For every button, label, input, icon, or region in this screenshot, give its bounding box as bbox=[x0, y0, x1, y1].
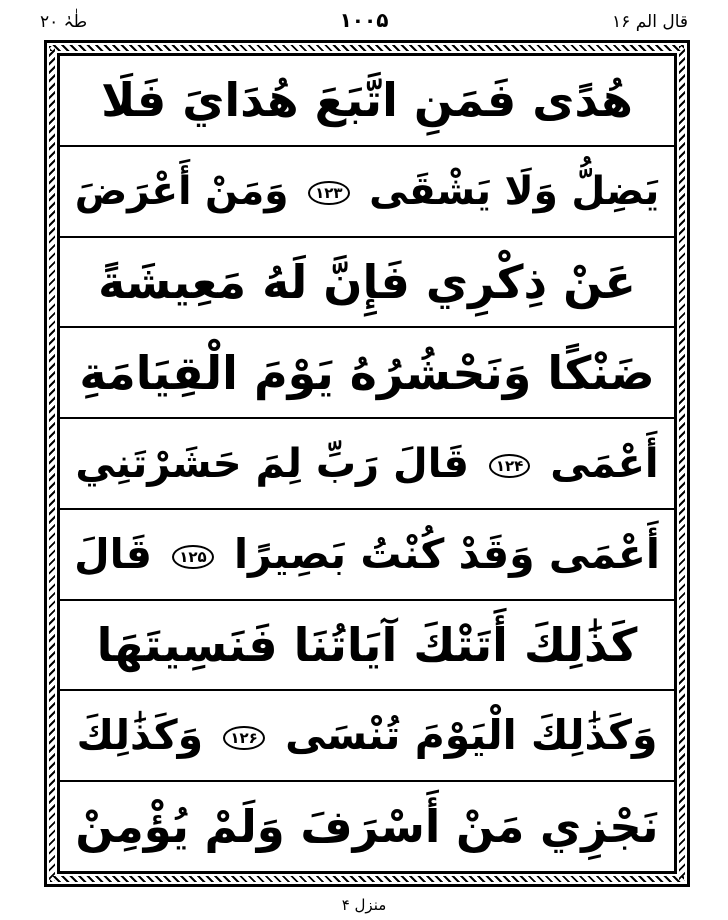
text-area bbox=[57, 53, 677, 874]
border-ornament-right bbox=[679, 46, 685, 881]
verse-lines bbox=[60, 56, 674, 871]
verse-line bbox=[60, 510, 674, 601]
verse-line bbox=[60, 601, 674, 692]
page-header bbox=[0, 0, 728, 40]
verse-segment: وَكَذَٰلِكَ bbox=[76, 711, 204, 760]
verse-text bbox=[76, 711, 658, 760]
verse-line bbox=[60, 419, 674, 510]
verse-line bbox=[60, 147, 674, 238]
verse-text bbox=[74, 168, 660, 214]
page-frame bbox=[44, 40, 690, 887]
verse-line bbox=[60, 691, 674, 782]
surah-name: طٰہٰ ۲۰ bbox=[40, 12, 88, 32]
verse-segment: يَضِلُّ وَلَا يَشْقَى bbox=[369, 168, 660, 214]
verse-text: نَجْزِي مَنْ أَسْرَفَ وَلَمْ يُؤْمِنْ bbox=[75, 800, 659, 854]
verse-text bbox=[74, 529, 660, 578]
verse-text: ضَنْكًا وَنَحْشُرُهُ يَوْمَ الْقِيَامَةِ bbox=[79, 345, 655, 400]
ayah-number-marker: ۱۲۵ bbox=[172, 545, 213, 569]
ayah-number-marker: ۱۲۳ bbox=[308, 181, 349, 205]
ayah-number-marker: ۱۲۶ bbox=[223, 726, 264, 750]
verse-line bbox=[60, 328, 674, 419]
page-number: ۱۰۰۵ bbox=[339, 8, 389, 32]
verse-segment: قَالَ bbox=[74, 529, 152, 578]
border-ornament-top bbox=[50, 45, 684, 51]
verse-text: عَنْ ذِكْرِي فَإِنَّ لَهُ مَعِيشَةً bbox=[98, 254, 636, 309]
juz-name: قال الم ۱۶ bbox=[612, 12, 688, 32]
verse-segment: وَمَنْ أَعْرَضَ bbox=[74, 168, 289, 214]
verse-segment: قَالَ رَبِّ لِمَ حَشَرْتَنِي bbox=[75, 440, 469, 487]
ayah-number-marker: ۱۲۴ bbox=[489, 454, 530, 478]
verse-text bbox=[75, 440, 659, 487]
verse-line bbox=[60, 56, 674, 147]
verse-text: هُدًى فَمَنِ اتَّبَعَ هُدَايَ فَلَا bbox=[101, 73, 633, 128]
verse-text: كَذَٰلِكَ أَتَتْكَ آيَاتُنَا فَنَسِيتَهَا bbox=[96, 618, 638, 673]
verse-segment: أَعْمَى bbox=[550, 440, 659, 487]
border-ornament-bottom bbox=[50, 876, 684, 882]
verse-segment: أَعْمَى وَقَدْ كُنْتُ بَصِيرًا bbox=[233, 529, 660, 578]
verse-line bbox=[60, 782, 674, 871]
verse-segment: وَكَذَٰلِكَ الْيَوْمَ تُنْسَى bbox=[285, 711, 658, 760]
border-ornament-left bbox=[49, 46, 55, 881]
manzil-marker: منزل ۴ bbox=[341, 896, 387, 914]
verse-line bbox=[60, 238, 674, 329]
